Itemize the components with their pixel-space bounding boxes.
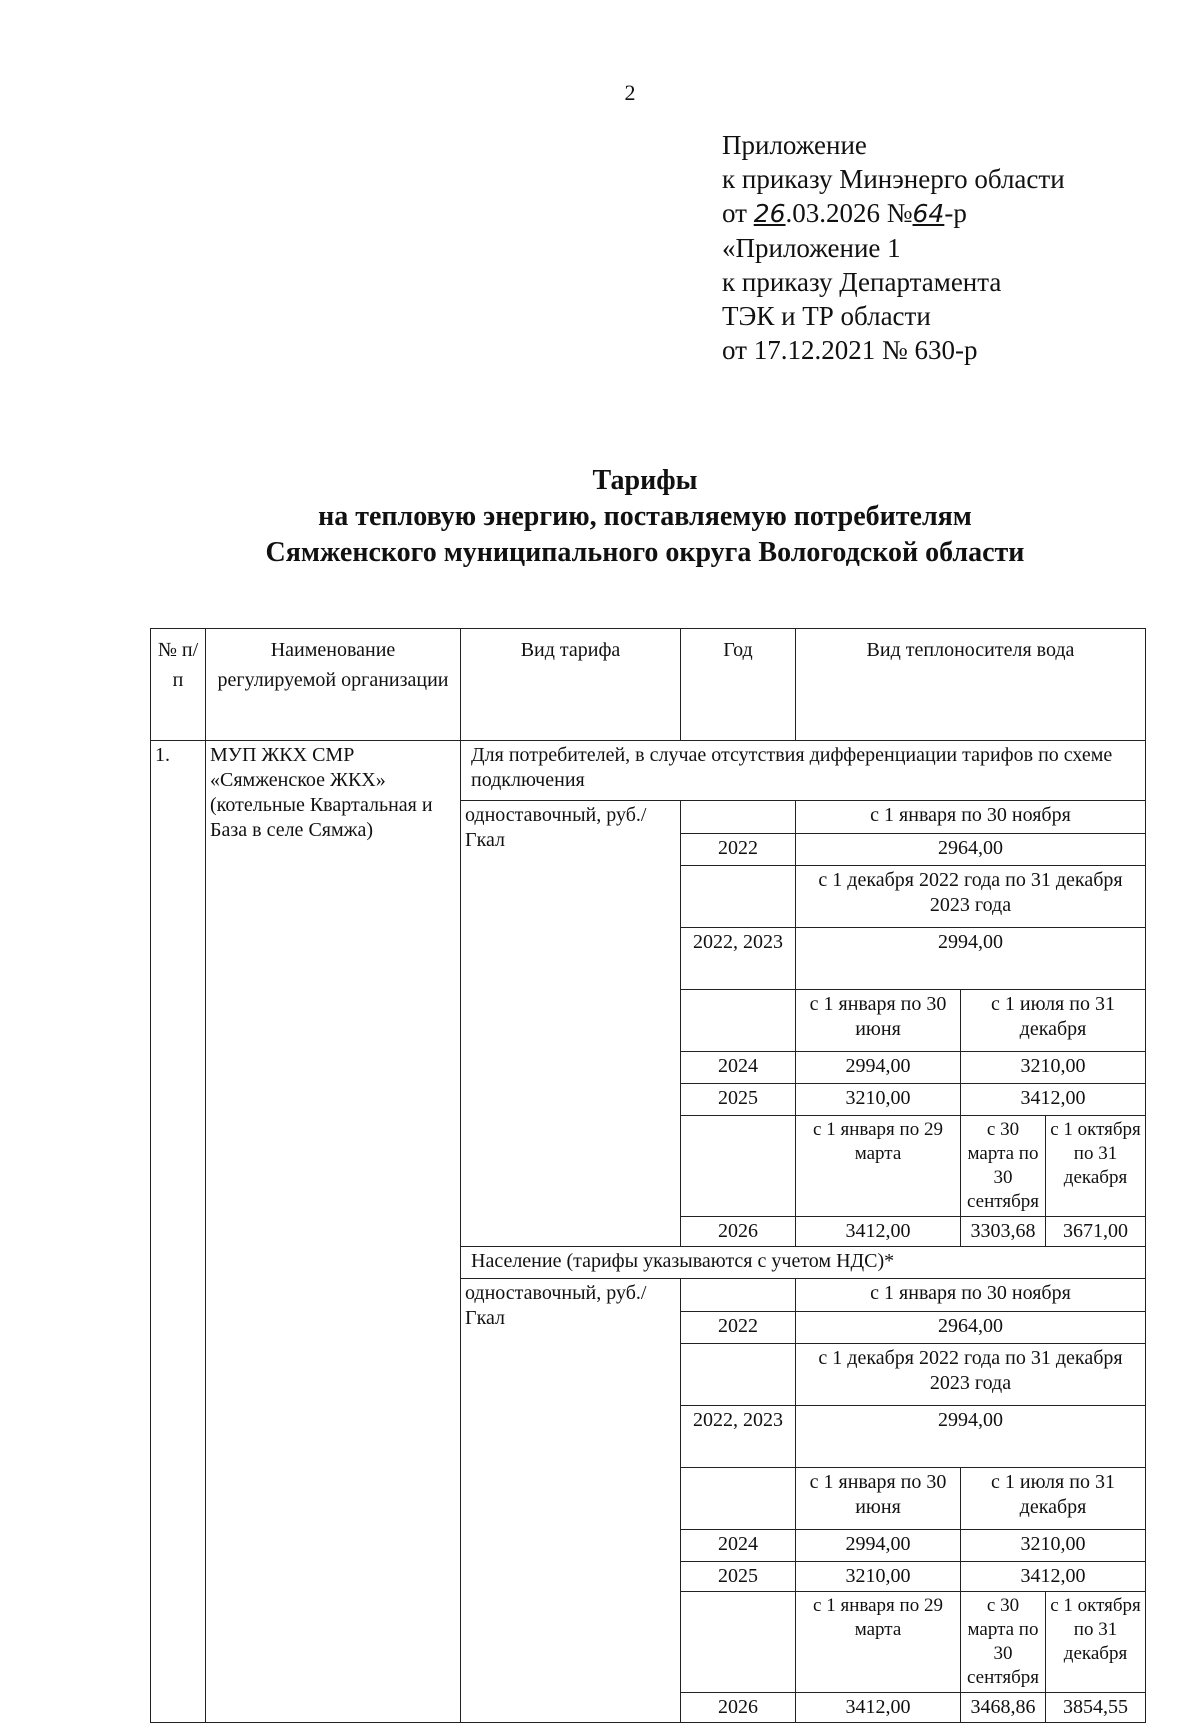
tariff-value: 2994,00 bbox=[796, 1406, 1146, 1468]
year-cell bbox=[681, 990, 796, 1052]
appendix-line-2: к приказу Минэнерго области bbox=[722, 164, 1065, 194]
year-cell bbox=[681, 1468, 796, 1530]
tariff-value: 2964,00 bbox=[796, 834, 1146, 866]
handwritten-day: 26 bbox=[753, 199, 786, 228]
header-year: Год bbox=[681, 629, 796, 741]
tariff-type: одноставочный, руб./Гкал bbox=[461, 1279, 681, 1723]
period-header: с 30 марта по 30 сентября bbox=[961, 1592, 1046, 1693]
tariff-value: 3412,00 bbox=[961, 1562, 1146, 1592]
period-header: с 1 января по 30 ноября bbox=[796, 1279, 1146, 1312]
period-header: с 1 января по 30 июня bbox=[796, 990, 961, 1052]
period-header: с 1 января по 30 ноября bbox=[796, 801, 1146, 834]
period-header: с 1 октября по 31 декабря bbox=[1046, 1116, 1146, 1217]
year-cell bbox=[681, 1279, 796, 1312]
tariff-value: 3468,86 bbox=[961, 1693, 1046, 1723]
tariff-value: 3412,00 bbox=[796, 1693, 961, 1723]
year-cell: 2022 bbox=[681, 834, 796, 866]
appendix-line-7: от 17.12.2021 № 630-р bbox=[722, 335, 978, 365]
period-header: с 1 июля по 31 декабря bbox=[961, 1468, 1146, 1530]
header-tariff-type: Вид тарифа bbox=[461, 629, 681, 741]
section-label: Для потребителей, в случае отсутствия дифференциации тарифов по схеме подключения bbox=[461, 741, 1146, 801]
year-cell: 2026 bbox=[681, 1693, 796, 1723]
period-header: с 1 декабря 2022 года по 31 декабря 2023 года bbox=[796, 866, 1146, 928]
tariff-table bbox=[150, 628, 1146, 1723]
year-cell: 2024 bbox=[681, 1530, 796, 1562]
tariff-value: 3210,00 bbox=[796, 1084, 961, 1116]
tariff-value: 2994,00 bbox=[796, 1530, 961, 1562]
period-header: с 1 января по 30 июня bbox=[796, 1468, 961, 1530]
period-header: с 1 января по 29 марта bbox=[796, 1116, 961, 1217]
tariff-value: 3671,00 bbox=[1046, 1217, 1146, 1247]
period-header: с 1 октября по 31 декабря bbox=[1046, 1592, 1146, 1693]
tariff-value: 3210,00 bbox=[796, 1562, 961, 1592]
section-label: Население (тарифы указываются с учетом НДС)* bbox=[461, 1247, 1146, 1279]
tariff-value: 3412,00 bbox=[961, 1084, 1146, 1116]
order-date-prefix: от bbox=[722, 198, 754, 228]
header-organization: Наименование регулируемой организации bbox=[206, 629, 461, 741]
title-line-3: Сямженского муниципального округа Вологодской области bbox=[265, 537, 1025, 568]
tariff-value: 3303,68 bbox=[961, 1217, 1046, 1247]
tariff-value: 2994,00 bbox=[796, 928, 1146, 990]
year-cell bbox=[681, 1344, 796, 1406]
appendix-line-3 bbox=[722, 196, 1065, 231]
tariff-value: 3210,00 bbox=[961, 1530, 1146, 1562]
tariff-value: 3412,00 bbox=[796, 1217, 961, 1247]
year-cell: 2025 bbox=[681, 1084, 796, 1116]
header-heat-carrier: Вид теплоносителя вода bbox=[796, 629, 1146, 741]
appendix-line-6: ТЭК и ТР области bbox=[722, 301, 931, 331]
organization-name: МУП ЖКХ СМР «Сямженское ЖКХ» (котельные Квартальная и База в селе Сямжа) bbox=[206, 741, 461, 1723]
year-cell bbox=[681, 866, 796, 928]
year-cell: 2026 bbox=[681, 1217, 796, 1247]
title-line-1: Тарифы bbox=[592, 465, 698, 496]
appendix-line-1: Приложение bbox=[722, 130, 867, 160]
row-number: 1. bbox=[151, 741, 206, 1723]
appendix-line-4: «Приложение 1 bbox=[722, 233, 901, 263]
tariff-value: 2994,00 bbox=[796, 1052, 961, 1084]
header-number: № п/п bbox=[151, 629, 206, 741]
document-title bbox=[0, 463, 1200, 571]
year-cell: 2025 bbox=[681, 1562, 796, 1592]
period-header: с 1 июля по 31 декабря bbox=[961, 990, 1146, 1052]
page-number: 2 bbox=[624, 80, 636, 105]
handwritten-number: 64 bbox=[912, 199, 945, 228]
order-number-suffix: -р bbox=[944, 198, 967, 228]
period-header: с 1 декабря 2022 года по 31 декабря 2023 года bbox=[796, 1344, 1146, 1406]
appendix-line-5: к приказу Департамента bbox=[722, 267, 1002, 297]
tariff-value: 3854,55 bbox=[1046, 1693, 1146, 1723]
year-cell: 2022, 2023 bbox=[681, 928, 796, 990]
year-cell: 2024 bbox=[681, 1052, 796, 1084]
year-cell: 2022, 2023 bbox=[681, 1406, 796, 1468]
year-cell bbox=[681, 1116, 796, 1217]
tariff-value: 3210,00 bbox=[961, 1052, 1146, 1084]
year-cell: 2022 bbox=[681, 1312, 796, 1344]
title-line-2: на тепловую энергию, поставляемую потребителям bbox=[318, 501, 972, 532]
year-cell bbox=[681, 1592, 796, 1693]
year-cell bbox=[681, 801, 796, 834]
tariff-value: 2964,00 bbox=[796, 1312, 1146, 1344]
order-date-middle: .03.2026 № bbox=[785, 198, 913, 228]
period-header: с 1 января по 29 марта bbox=[796, 1592, 961, 1693]
tariff-type: одноставочный, руб./Гкал bbox=[461, 801, 681, 1247]
period-header: с 30 марта по 30 сентября bbox=[961, 1116, 1046, 1217]
appendix-header bbox=[722, 128, 1065, 367]
